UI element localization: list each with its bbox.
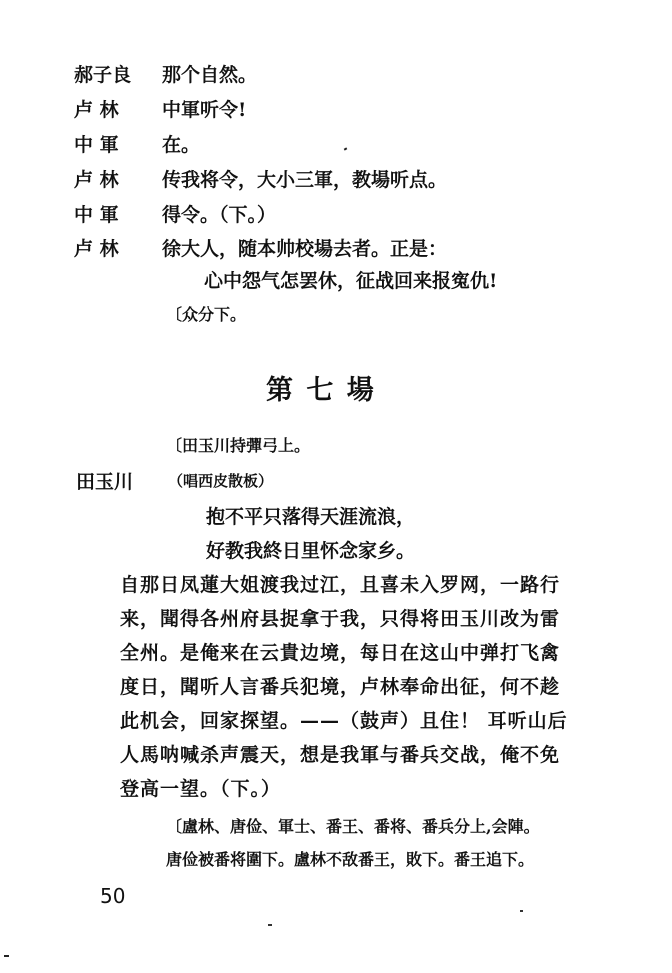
speaker-name: 卢 林 bbox=[74, 169, 119, 191]
prose-line: 此机会，回家探望。——（鼓声）且住！ 耳听山后 bbox=[120, 710, 568, 732]
prose-line: 人馬呐喊杀声震天，想是我軍与番兵交战，俺不免 bbox=[120, 744, 561, 766]
scan-speck bbox=[344, 147, 348, 150]
stage-direction: 〔盧林、唐俭、軍士、番王、番将、番兵分上,会陣。 bbox=[166, 817, 540, 836]
speaker-name: 卢 林 bbox=[74, 99, 119, 121]
scan-speck bbox=[520, 910, 523, 912]
speaker-name: 中 軍 bbox=[74, 204, 119, 226]
scene-title: 第 七 場 bbox=[266, 375, 376, 406]
dialogue-text: 传我将令，大小三軍，教場听点。 bbox=[162, 169, 448, 191]
prose-line: 来，聞得各州府县捉拿于我，只得将田玉川改为雷 bbox=[120, 608, 561, 630]
dialogue-text: 那个自然。 bbox=[162, 64, 258, 86]
verse-line: 好教我終日里怀念家乡。 bbox=[206, 540, 416, 562]
prose-line: 登高一望。（下。） bbox=[120, 778, 282, 800]
page-number: 50 bbox=[100, 884, 126, 908]
scan-speck bbox=[4, 955, 9, 957]
stage-direction: 唐俭被番将圍下。盧林不敌番王，敗下。番王追下。 bbox=[166, 850, 535, 869]
speaker-name: 田玉川 bbox=[76, 471, 134, 493]
verse-line: 心中怨气怎罢休，征战回来报寃仇! bbox=[204, 270, 498, 292]
tune-marking: （唱西皮散板） bbox=[168, 472, 274, 490]
dialogue-text: 在。 bbox=[162, 134, 201, 156]
dialogue-text: 得令。（下。） bbox=[162, 204, 277, 226]
dialogue-text: 中軍听令! bbox=[162, 99, 247, 121]
prose-line: 全州。是俺来在云貴边境，每日在这山中弹打飞禽 bbox=[120, 642, 561, 664]
prose-line: 度日，聞听人言番兵犯境，卢林奉命出征，何不趁 bbox=[120, 676, 561, 698]
stage-direction: 〔田玉川持彈弓上。 bbox=[166, 436, 311, 455]
prose-line: 自那日凤蓮大姐渡我过江，且喜未入罗网，一路行 bbox=[120, 574, 561, 596]
verse-line: 抱不平只落得天涯流浪， bbox=[206, 506, 416, 528]
stage-direction: 〔众分下。 bbox=[166, 305, 247, 324]
scan-speck bbox=[268, 924, 272, 926]
speaker-name: 郝子良 bbox=[74, 64, 132, 86]
dialogue-text: 徐大人，随本帅校場去者。正是： bbox=[162, 238, 448, 260]
speaker-name: 卢 林 bbox=[74, 238, 119, 260]
speaker-name: 中 軍 bbox=[74, 134, 119, 156]
